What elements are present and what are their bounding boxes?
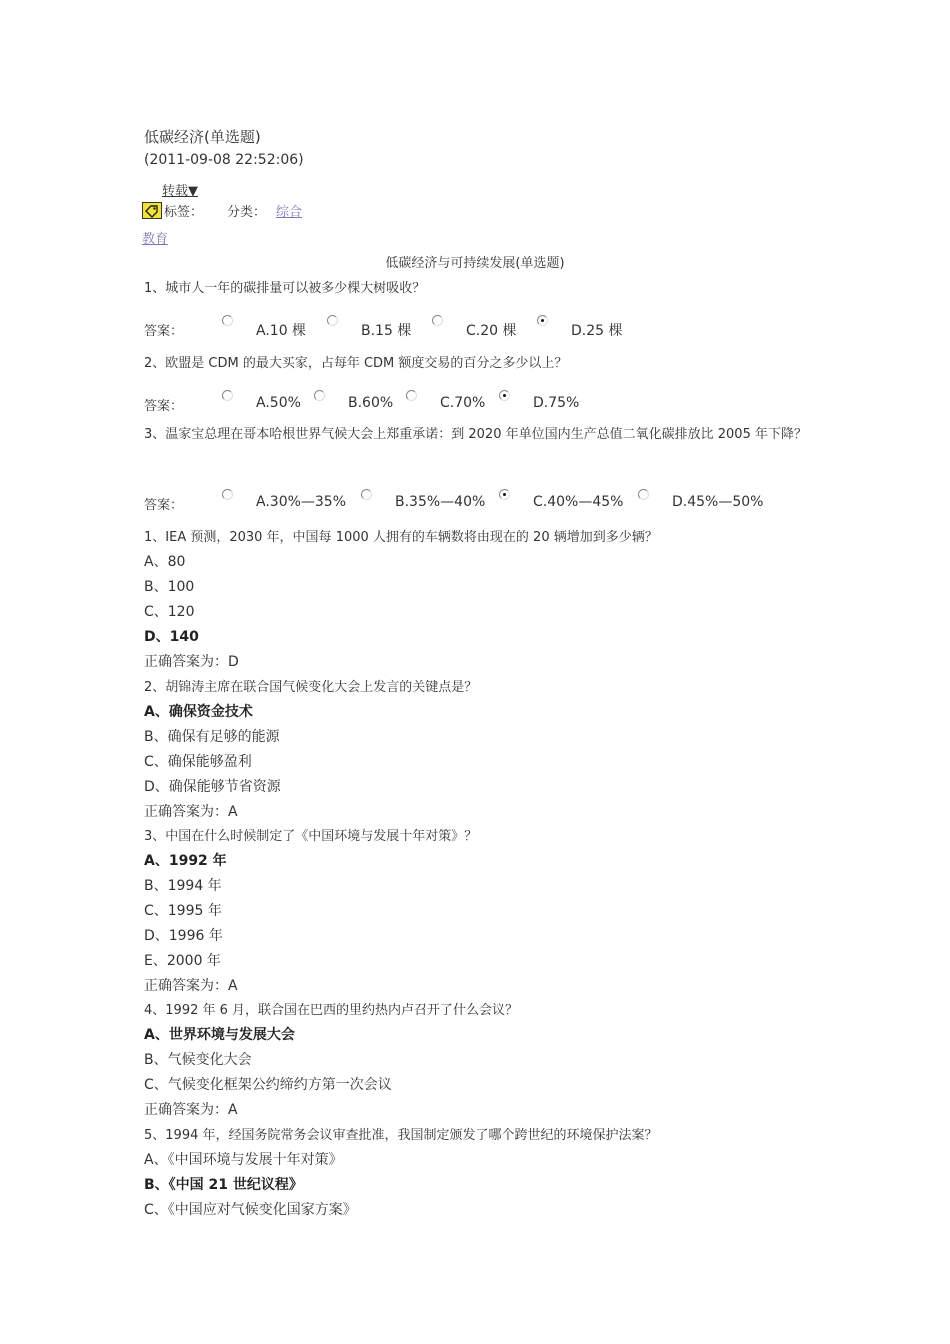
tag-icon bbox=[142, 202, 162, 219]
option-q3-d: D.45%—50% bbox=[672, 494, 764, 510]
answer-option: A、80 bbox=[144, 554, 186, 570]
tags-label: 标签： bbox=[164, 205, 204, 220]
option-q1-a: A.10 棵 bbox=[256, 323, 307, 339]
answer-label: 答案： bbox=[144, 498, 184, 513]
option-q3-a: A.30%—35% bbox=[256, 494, 347, 510]
category-link-education[interactable]: 教育 bbox=[142, 232, 169, 247]
answer-option-correct: A、1992 年 bbox=[144, 853, 227, 869]
answer-option: B、1994 年 bbox=[144, 878, 222, 894]
radio-q3-b[interactable] bbox=[361, 489, 372, 500]
answer-option: C、1995 年 bbox=[144, 903, 222, 919]
answer-option: C、《中国应对气候变化国家方案》 bbox=[144, 1202, 357, 1218]
quiz-question-3: 3、温家宝总理在哥本哈根世界气候大会上郑重承诺：到 2020 年单位国内生产总值二氧化碳排放比 2005 年下降？ bbox=[144, 427, 807, 442]
category-label: 分类： bbox=[227, 205, 267, 220]
radio-q1-c[interactable] bbox=[432, 315, 443, 326]
answer-option-correct: D、140 bbox=[144, 629, 199, 645]
correct-answer: 正确答案为：A bbox=[144, 804, 238, 820]
answer-option: B、确保有足够的能源 bbox=[144, 729, 280, 745]
option-q2-a: A.50% bbox=[256, 395, 301, 411]
radio-q1-d[interactable] bbox=[537, 315, 548, 326]
answer-question-4: 4、1992 年 6 月，联合国在巴西的里约热内卢召开了什么会议？ bbox=[144, 1003, 519, 1018]
answer-option: A、《中国环境与发展十年对策》 bbox=[144, 1152, 343, 1168]
answer-question-3: 3、中国在什么时候制定了《中国环境与发展十年对策》？ bbox=[144, 829, 478, 844]
option-q3-c: C.40%—45% bbox=[533, 494, 624, 510]
repost-link[interactable]: 转载▼ bbox=[162, 184, 198, 199]
radio-q3-c[interactable] bbox=[499, 489, 510, 500]
answer-option: C、120 bbox=[144, 604, 195, 620]
quiz-question-2: 2、欧盟是 CDM 的最大买家，占每年 CDM 额度交易的百分之多少以上？ bbox=[144, 356, 568, 371]
option-q2-b: B.60% bbox=[348, 395, 394, 411]
quiz-title: 低碳经济与可持续发展(单选题) bbox=[385, 256, 565, 271]
radio-q2-a[interactable] bbox=[222, 390, 233, 401]
radio-q1-a[interactable] bbox=[222, 315, 233, 326]
radio-q2-b[interactable] bbox=[314, 390, 325, 401]
option-q1-b: B.15 棵 bbox=[361, 323, 412, 339]
answer-question-5: 5、1994 年，经国务院常务会议审查批准，我国制定颁发了哪个跨世纪的环境保护法案？ bbox=[144, 1128, 658, 1143]
answer-label: 答案： bbox=[144, 324, 184, 339]
quiz-question-1: 1、城市人一年的碳排量可以被多少棵大树吸收？ bbox=[144, 281, 426, 296]
radio-q3-d[interactable] bbox=[638, 489, 649, 500]
page-title: 低碳经济(单选题) bbox=[144, 128, 261, 146]
radio-q2-c[interactable] bbox=[406, 390, 417, 401]
answer-option-correct: A、世界环境与发展大会 bbox=[144, 1027, 295, 1043]
answer-option: B、气候变化大会 bbox=[144, 1052, 252, 1068]
answer-option: C、气候变化框架公约缔约方第一次会议 bbox=[144, 1077, 392, 1093]
answer-option-correct: B、《中国 21 世纪议程》 bbox=[144, 1177, 303, 1193]
answer-question-2: 2、胡锦涛主席在联合国气候变化大会上发言的关键点是？ bbox=[144, 680, 478, 695]
correct-answer: 正确答案为：A bbox=[144, 978, 238, 994]
option-q1-c: C.20 棵 bbox=[466, 323, 517, 339]
answer-option: B、100 bbox=[144, 579, 195, 595]
answer-option: E、2000 年 bbox=[144, 953, 221, 969]
answer-option: D、1996 年 bbox=[144, 928, 223, 944]
option-q2-d: D.75% bbox=[533, 395, 580, 411]
answer-label: 答案： bbox=[144, 399, 184, 414]
radio-q3-a[interactable] bbox=[222, 489, 233, 500]
post-date: (2011-09-08 22:52:06) bbox=[144, 152, 304, 168]
answer-option-correct: A、确保资金技术 bbox=[144, 704, 253, 720]
category-link[interactable]: 综合 bbox=[276, 205, 303, 220]
option-q1-d: D.25 棵 bbox=[571, 323, 623, 339]
answer-option: C、确保能够盈利 bbox=[144, 754, 252, 770]
radio-q1-b[interactable] bbox=[327, 315, 338, 326]
answer-option: D、确保能够节省资源 bbox=[144, 779, 281, 795]
correct-answer: 正确答案为：A bbox=[144, 1102, 238, 1118]
tag-row bbox=[142, 201, 302, 220]
answer-question-1: 1、IEA 预测，2030 年，中国每 1000 人拥有的车辆数将由现在的 20 辆增加到多少辆？ bbox=[144, 530, 658, 545]
option-q3-b: B.35%—40% bbox=[395, 494, 486, 510]
option-q2-c: C.70% bbox=[440, 395, 486, 411]
radio-q2-d[interactable] bbox=[499, 390, 510, 401]
correct-answer: 正确答案为：D bbox=[144, 654, 239, 670]
